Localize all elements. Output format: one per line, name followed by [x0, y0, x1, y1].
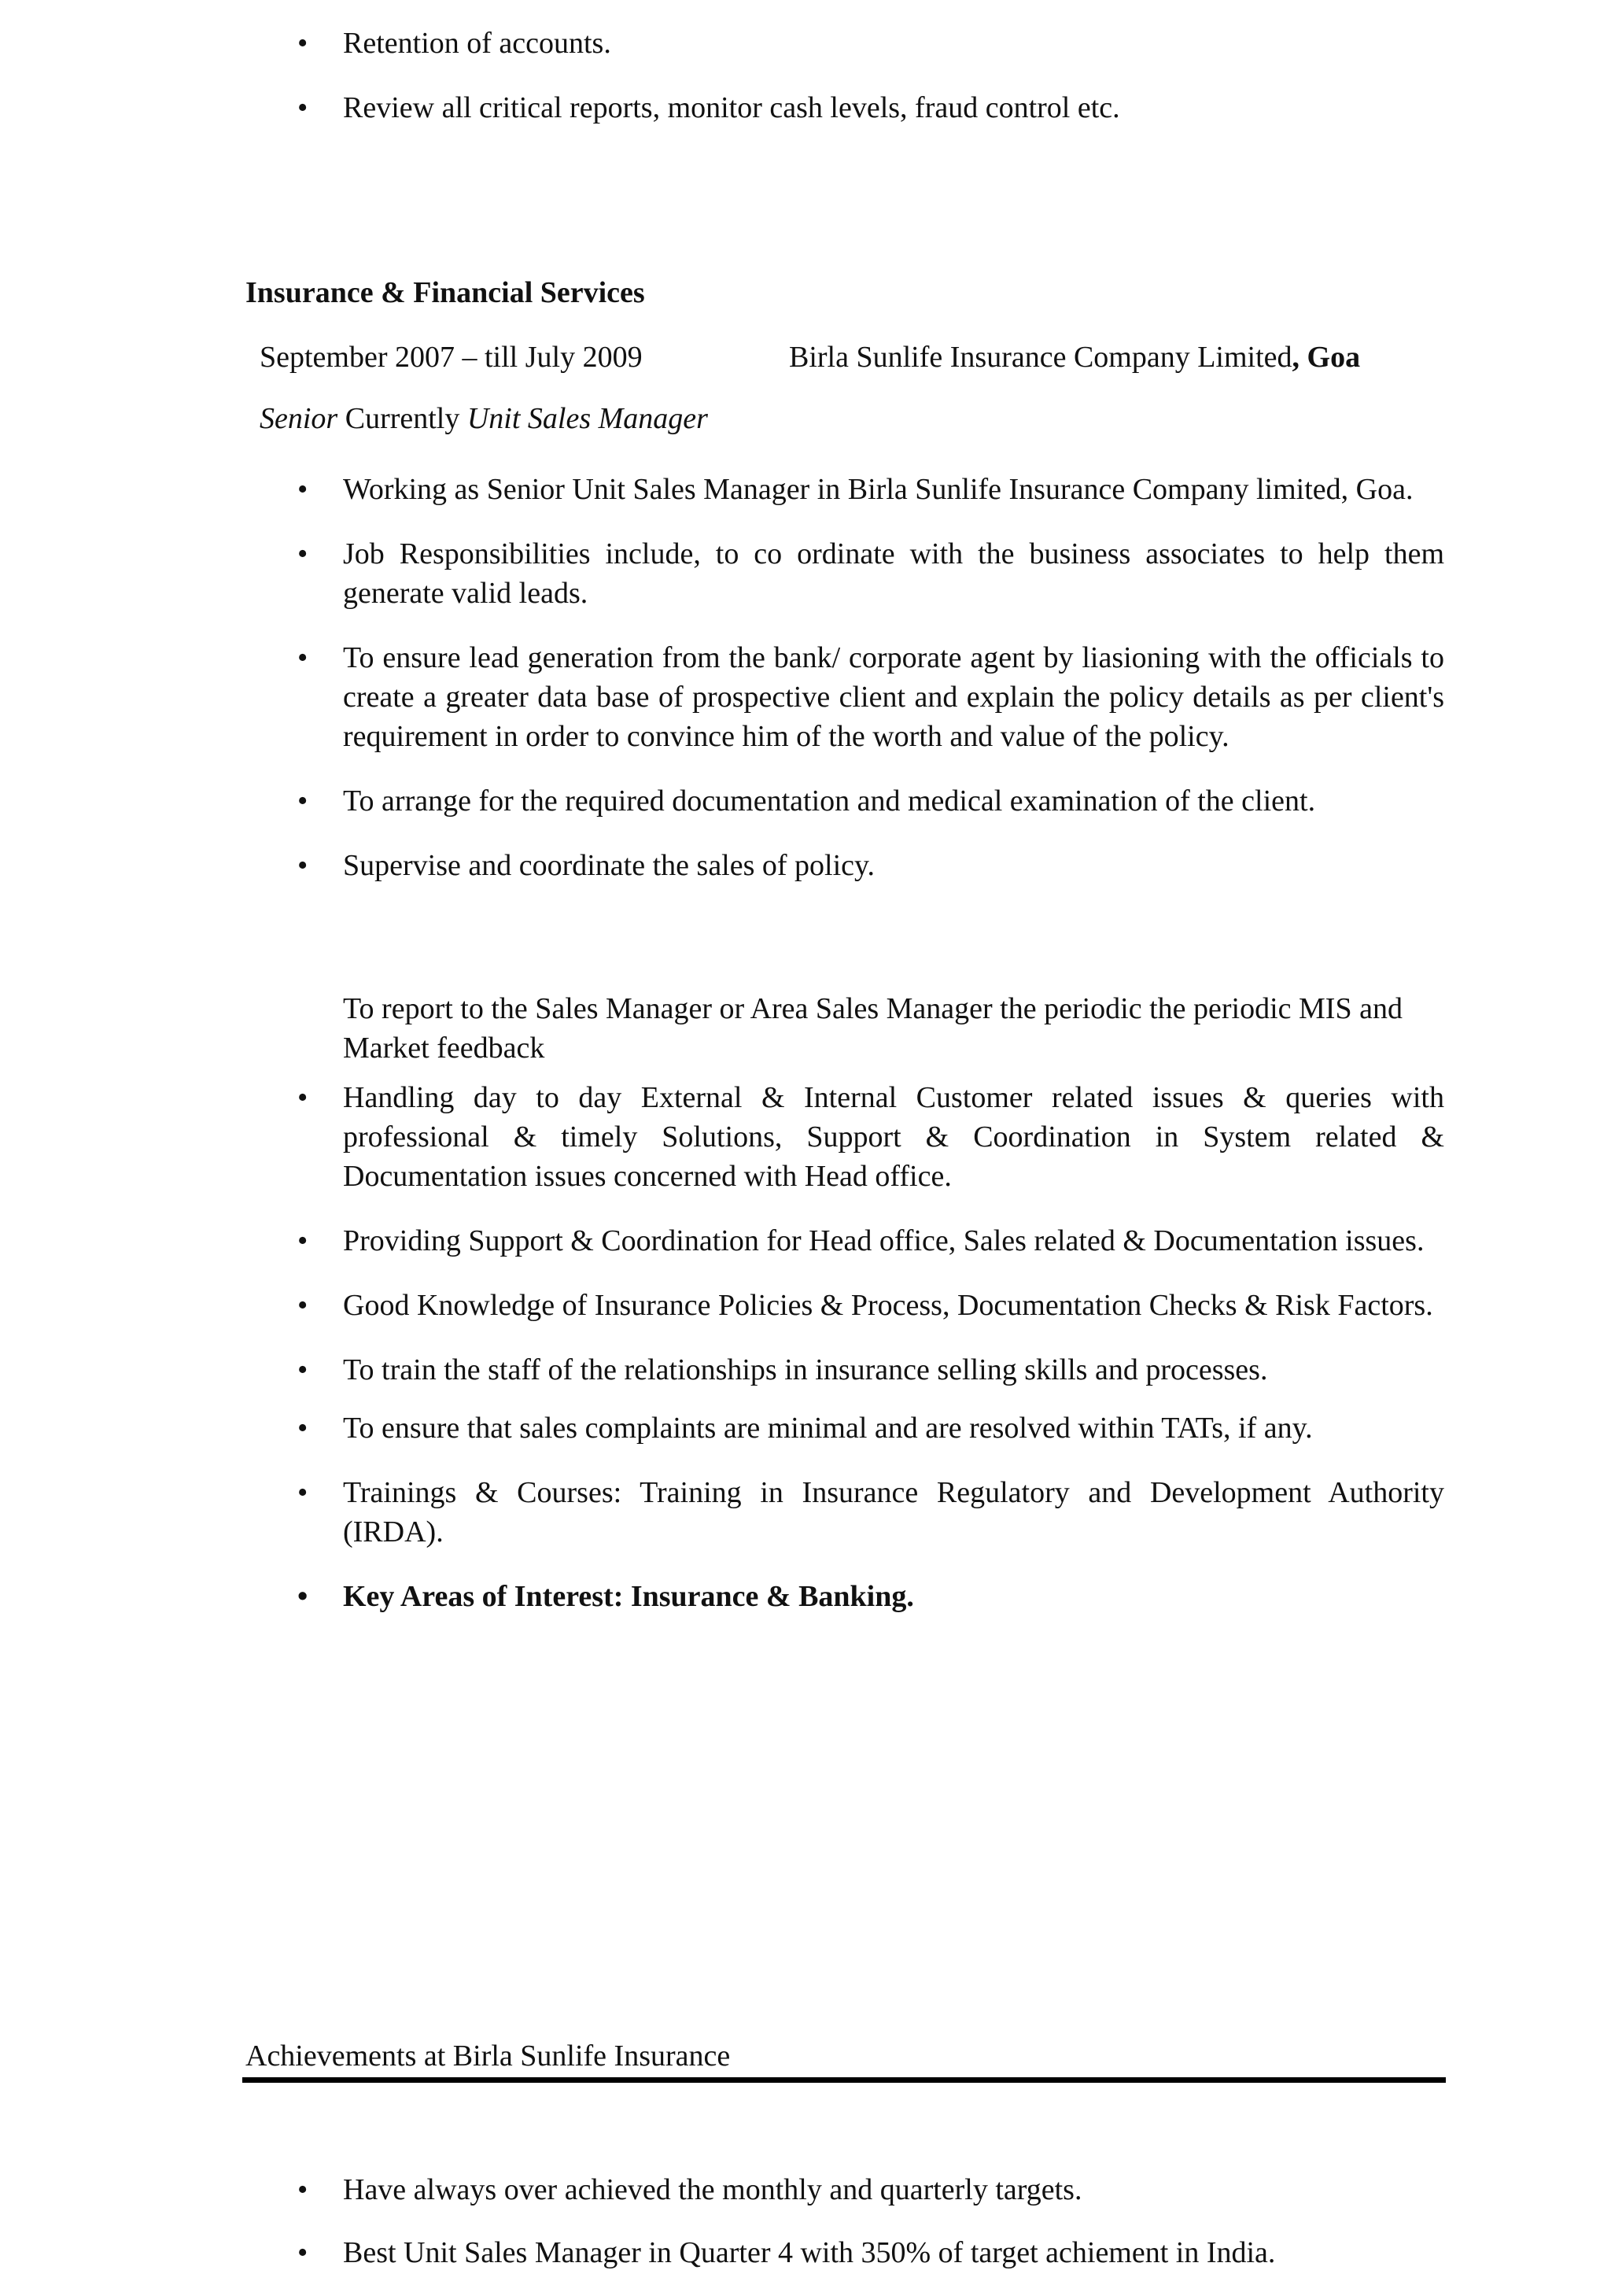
- list-item: • Review all critical reports, monitor cash levels, fraud control etc.: [297, 88, 1444, 127]
- list-item: • Handling day to day External & Internal Customer related issues & queries with professional & timely Solutions, Support & Coordination in System related & Documentation issues concerned with Head office.: [297, 1078, 1444, 1196]
- job-title-prefix: Senior: [260, 402, 338, 435]
- achievements-list: [297, 2170, 1444, 2296]
- list-item: • Providing Support & Coordination for Head office, Sales related & Documentation issues.: [297, 1221, 1444, 1261]
- list-item: • Good Knowledge of Insurance Policies & Process, Documentation Checks & Risk Factors.: [297, 1286, 1444, 1325]
- duties-list-continued: [297, 1078, 1444, 1641]
- job-title-middle: Currently: [337, 402, 467, 435]
- responsibility-list: [297, 24, 1444, 153]
- list-item: • To arrange for the required documentation and medical examination of the client.: [297, 781, 1444, 821]
- job-title: [260, 401, 708, 436]
- company-separator: ,: [1292, 341, 1307, 374]
- list-item: • To ensure that sales complaints are minimal and are resolved within TATs, if any.: [297, 1408, 1444, 1448]
- report-paragraph: To report to the Sales Manager or Area Sales Manager the periodic the periodic MIS and Market feedback: [343, 992, 1403, 1065]
- duties-list: [297, 470, 1444, 910]
- company-name: Birla Sunlife Insurance Company Limited: [789, 341, 1292, 374]
- job-title-role: Unit Sales Manager: [466, 402, 708, 435]
- section-divider: [242, 2077, 1446, 2083]
- achievements-heading: Achievements at Birla Sunlife Insurance: [245, 2039, 731, 2073]
- company-location: Goa: [1307, 341, 1361, 374]
- list-item: • Supervise and coordinate the sales of policy.: [297, 846, 1444, 885]
- section-heading: Insurance & Financial Services: [245, 276, 645, 309]
- list-item: • Trainings & Courses: Training in Insurance Regulatory and Development Authority (IRDA).: [297, 1473, 1444, 1552]
- list-item: • Retention of accounts.: [297, 24, 1444, 63]
- job-company: [789, 340, 1360, 375]
- list-item: • Best Unit Sales Manager in Quarter 4 with 350% of target achiement in India.: [297, 2233, 1444, 2272]
- list-item: • Working as Senior Unit Sales Manager in Birla Sunlife Insurance Company limited, Goa.: [297, 470, 1444, 509]
- list-item: • To train the staff of the relationships in insurance selling skills and processes.: [297, 1350, 1444, 1390]
- key-interest-item: • Key Areas of Interest: Insurance & Banking.: [297, 1577, 1444, 1616]
- list-item: • Job Responsibilities include, to co ordinate with the business associates to help them generate valid leads.: [297, 534, 1444, 613]
- job-dates: September 2007 – till July 2009: [260, 341, 643, 374]
- list-item: • Have always over achieved the monthly and quarterly targets.: [297, 2170, 1444, 2209]
- list-item: • To ensure lead generation from the bank/ corporate agent by liasioning with the officials to create a greater data base of prospective client and explain the policy details as per client's requirement in order to convince him of the worth and value of the policy.: [297, 638, 1444, 756]
